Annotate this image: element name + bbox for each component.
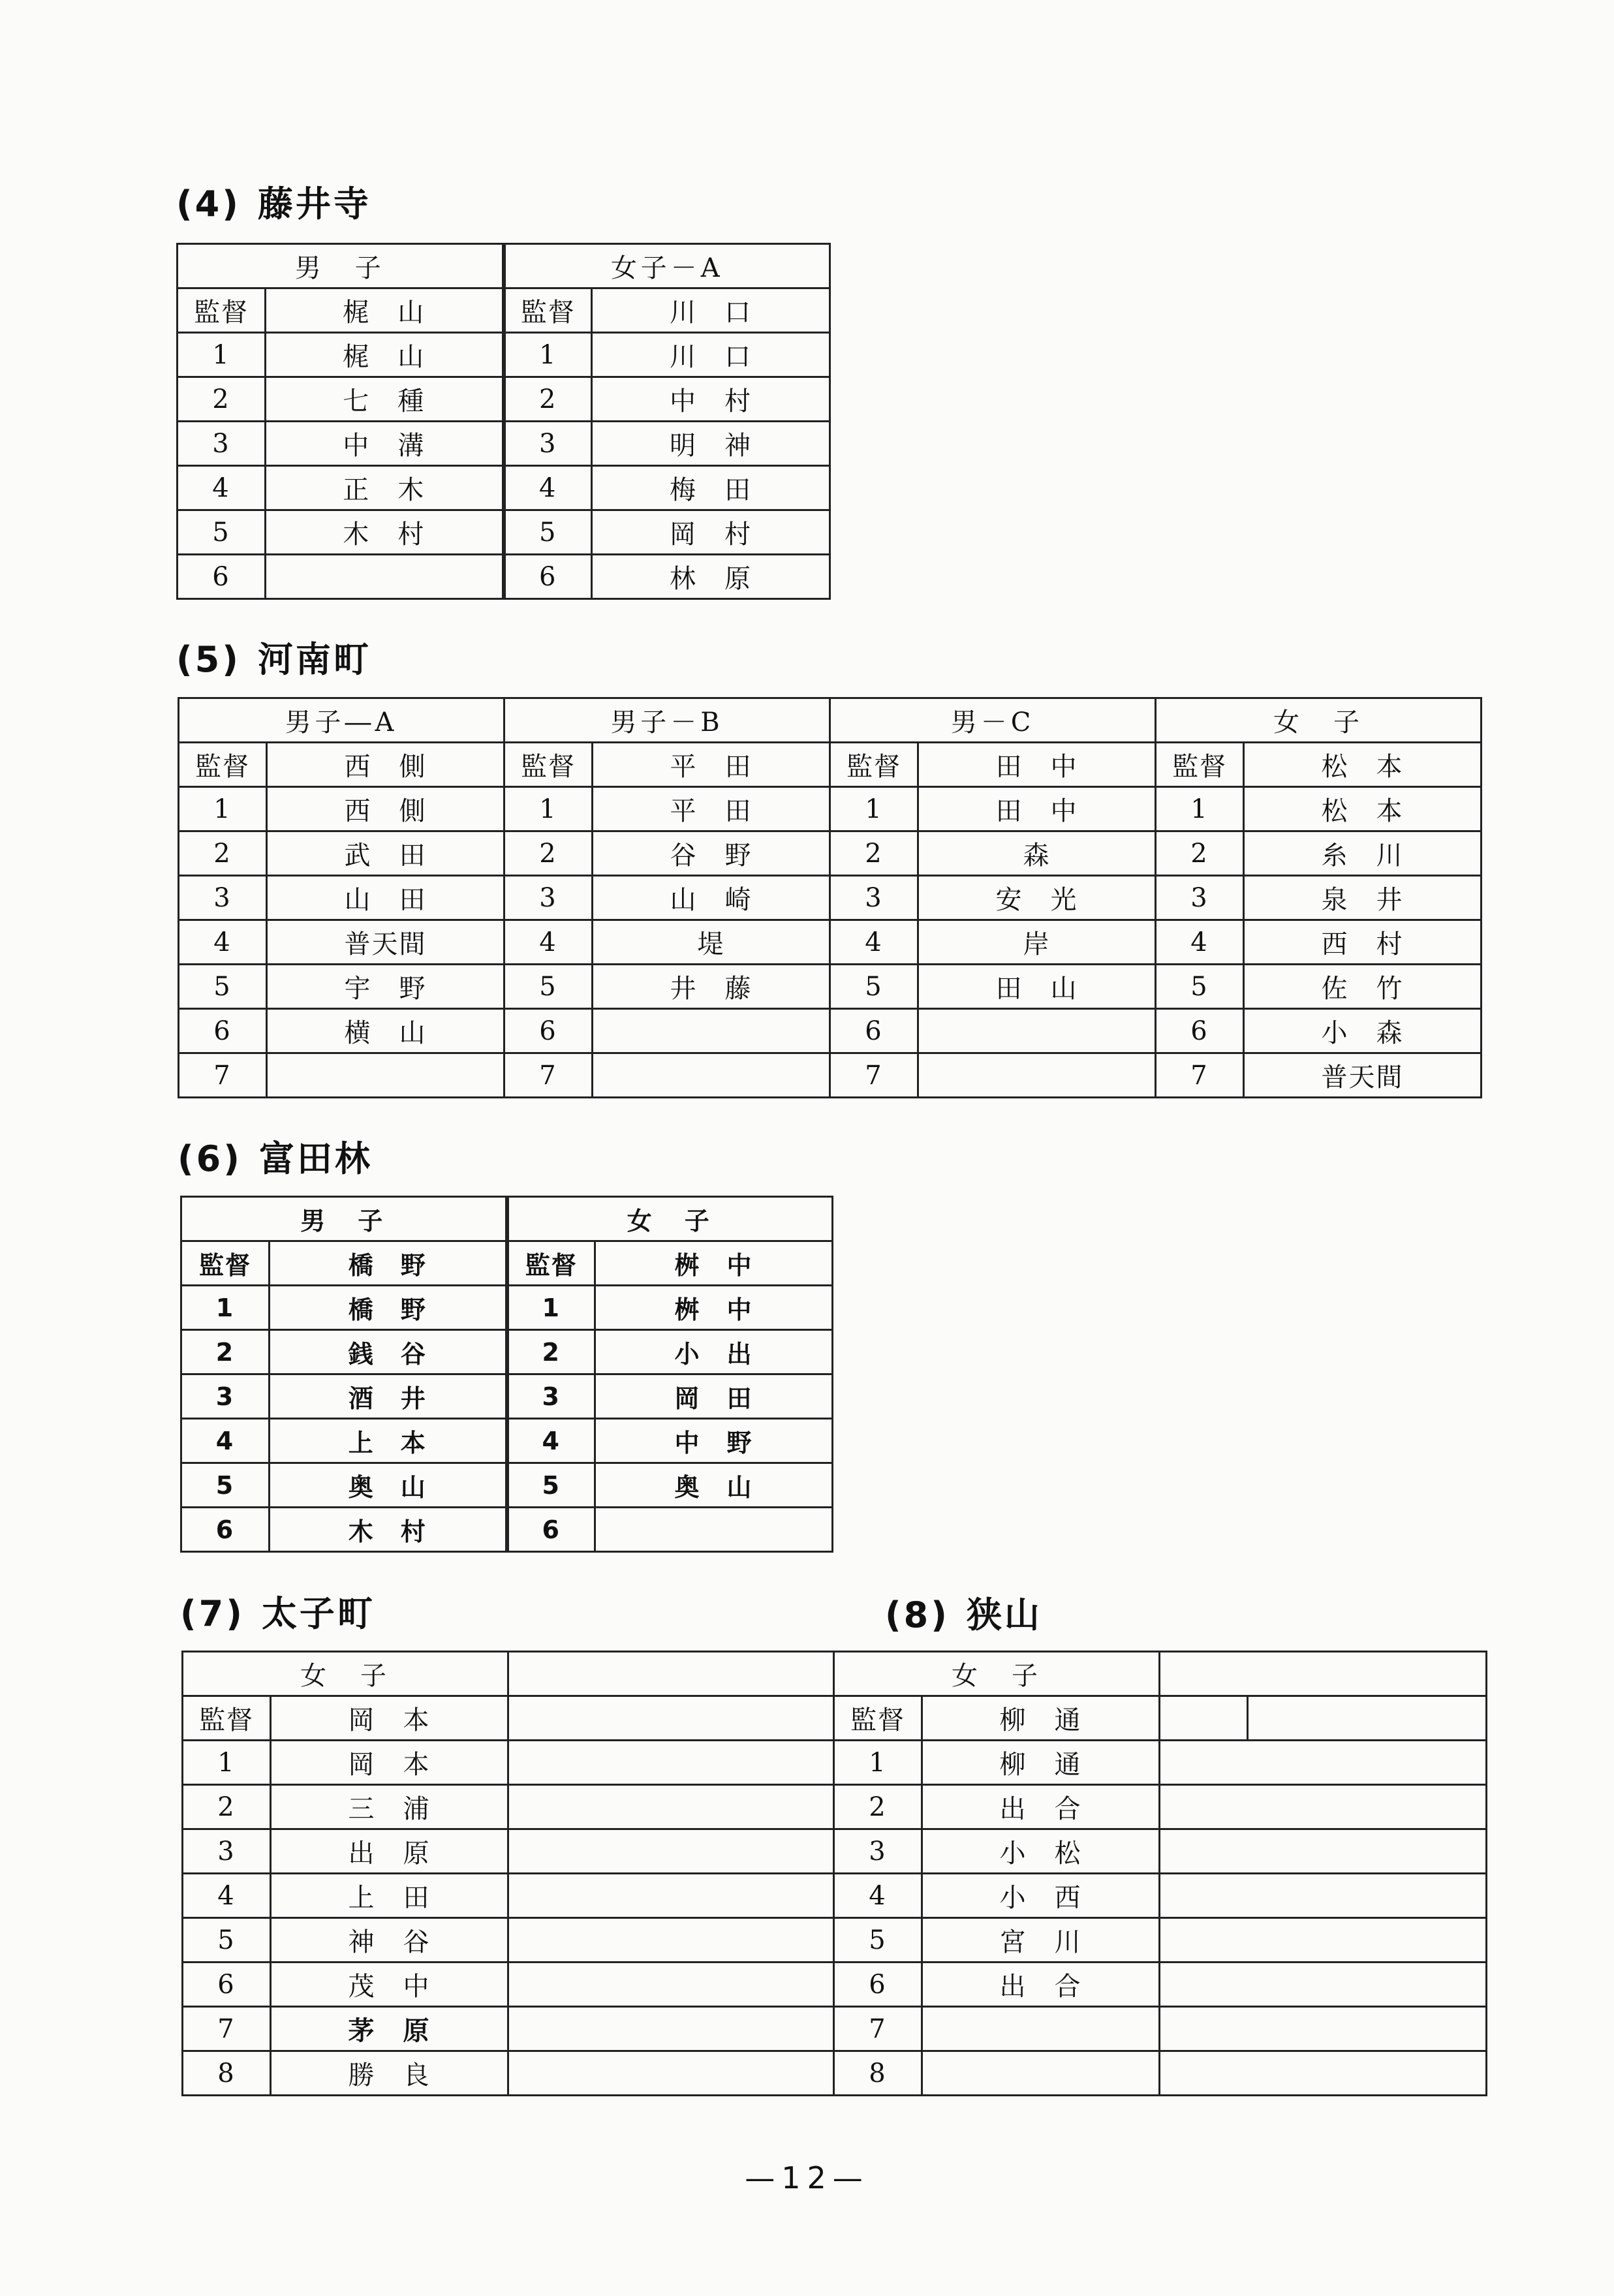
player-number: 4 xyxy=(183,1874,271,1918)
blank-cell xyxy=(508,2051,834,2096)
blank-cell xyxy=(508,1874,834,1918)
player-name: 森 xyxy=(918,831,1156,876)
player-number: 6 xyxy=(183,1962,271,2007)
table-row xyxy=(181,1374,833,1419)
blank-cell xyxy=(1160,1918,1487,1962)
player-name xyxy=(918,1053,1156,1098)
blank-cell xyxy=(508,2007,834,2051)
player-number: 4 xyxy=(181,1419,270,1463)
blank-cell xyxy=(1160,1785,1487,1829)
player-number: 1 xyxy=(179,787,267,831)
table-row xyxy=(183,1918,1487,1962)
section-title-kanan xyxy=(176,632,371,682)
player-number: 8 xyxy=(183,2051,271,2096)
player-name: 出 合 xyxy=(922,1962,1160,2007)
blank-cell xyxy=(1160,1741,1487,1785)
team-header: 男子―A xyxy=(179,698,504,743)
player-number: 6 xyxy=(504,1009,593,1053)
player-number: 3 xyxy=(183,1829,271,1874)
coach-label: 監督 xyxy=(504,743,593,787)
player-number: 3 xyxy=(504,422,592,466)
player-name xyxy=(593,1053,830,1098)
team-header: 女子－A xyxy=(504,244,830,288)
player-name: 西 側 xyxy=(267,787,504,831)
blank-cell xyxy=(508,1741,834,1785)
player-name: 橋 野 xyxy=(270,1286,507,1330)
player-name: 酒 井 xyxy=(270,1374,507,1419)
player-number: 3 xyxy=(179,876,267,920)
player-name: 銭 谷 xyxy=(270,1330,507,1374)
player-number: 1 xyxy=(504,787,593,831)
coach-label: 監督 xyxy=(181,1241,270,1286)
player-name: 中 野 xyxy=(595,1419,833,1463)
player-number: 1 xyxy=(507,1286,595,1330)
player-number: 1 xyxy=(183,1741,271,1785)
player-number: 2 xyxy=(181,1330,270,1374)
player-number: 5 xyxy=(507,1463,595,1508)
player-number: 1 xyxy=(504,333,592,377)
section-name: 太子町 xyxy=(261,1593,375,1634)
player-name xyxy=(922,2007,1160,2051)
player-name xyxy=(267,1053,504,1098)
player-name: 梅 田 xyxy=(592,466,830,510)
table-row xyxy=(178,555,830,599)
player-name: 田 山 xyxy=(918,965,1156,1009)
player-number: 7 xyxy=(834,2007,922,2051)
player-number: 2 xyxy=(507,1330,595,1374)
player-number: 1 xyxy=(830,787,918,831)
blank-cell xyxy=(1160,1962,1487,2007)
player-name: 岸 xyxy=(918,920,1156,965)
blank-team-header xyxy=(1160,1652,1487,1696)
blank-cell xyxy=(1160,1874,1487,1918)
blank-cell xyxy=(1160,1696,1248,1741)
coach-label: 監督 xyxy=(178,288,266,333)
table-row xyxy=(179,1009,1482,1053)
player-name: 小 松 xyxy=(922,1829,1160,1874)
section-number: (6) xyxy=(178,1138,242,1179)
player-name: 上 田 xyxy=(271,1874,508,1918)
page-number: —12— xyxy=(745,2160,869,2195)
coach-label: 監督 xyxy=(507,1241,595,1286)
section-title-sayama xyxy=(885,1587,1042,1637)
player-name: 泉 井 xyxy=(1244,876,1482,920)
player-number: 4 xyxy=(504,466,592,510)
table-row xyxy=(179,965,1482,1009)
player-number: 5 xyxy=(834,1918,922,1962)
player-name xyxy=(266,555,504,599)
player-number: 5 xyxy=(504,965,593,1009)
table-row xyxy=(181,1463,833,1508)
player-number: 4 xyxy=(504,920,593,965)
table-row xyxy=(183,1741,1487,1785)
coach-name: 平 田 xyxy=(593,743,830,787)
player-name xyxy=(593,1009,830,1053)
section-name: 富田林 xyxy=(258,1138,373,1179)
player-name: 武 田 xyxy=(267,831,504,876)
table-row xyxy=(178,422,830,466)
coach-name: 桝 中 xyxy=(595,1241,833,1286)
player-name: 岡 本 xyxy=(271,1741,508,1785)
section-name: 藤井寺 xyxy=(257,183,371,225)
player-number: 2 xyxy=(179,831,267,876)
table-row xyxy=(179,831,1482,876)
player-name: 山 崎 xyxy=(593,876,830,920)
blank-cell xyxy=(508,1962,834,2007)
player-name xyxy=(595,1508,833,1552)
table-row xyxy=(179,920,1482,965)
player-number: 3 xyxy=(181,1374,270,1419)
team-header: 女 子 xyxy=(834,1652,1160,1696)
player-name: 宇 野 xyxy=(267,965,504,1009)
player-number: 6 xyxy=(178,555,266,599)
team-header: 男 子 xyxy=(178,244,504,288)
player-name: 中 村 xyxy=(592,377,830,422)
coach-label: 監督 xyxy=(1156,743,1244,787)
section-name: 河南町 xyxy=(257,639,371,680)
player-number: 3 xyxy=(178,422,266,466)
player-number: 4 xyxy=(830,920,918,965)
player-number: 1 xyxy=(178,333,266,377)
player-number: 4 xyxy=(507,1419,595,1463)
table-row xyxy=(181,1419,833,1463)
player-name: 普天間 xyxy=(1244,1053,1482,1098)
player-name xyxy=(918,1009,1156,1053)
player-name: 谷 野 xyxy=(593,831,830,876)
coach-label: 監督 xyxy=(183,1696,271,1741)
coach-name: 柳 通 xyxy=(922,1696,1160,1741)
player-number: 2 xyxy=(504,831,593,876)
roster-table-fujiidera xyxy=(176,243,831,600)
player-number: 4 xyxy=(179,920,267,965)
player-number: 3 xyxy=(1156,876,1244,920)
player-number: 6 xyxy=(507,1508,595,1552)
team-header: 女 子 xyxy=(1156,698,1482,743)
player-number: 2 xyxy=(183,1785,271,1829)
table-row xyxy=(179,787,1482,831)
player-name: 佐 竹 xyxy=(1244,965,1482,1009)
player-number: 6 xyxy=(179,1009,267,1053)
player-number: 5 xyxy=(178,510,266,555)
player-number: 6 xyxy=(504,555,592,599)
player-name: 三 浦 xyxy=(271,1785,508,1829)
player-name: 上 本 xyxy=(270,1419,507,1463)
coach-name: 西 側 xyxy=(267,743,504,787)
player-number: 3 xyxy=(504,876,593,920)
team-header: 男 子 xyxy=(181,1197,507,1241)
coach-label: 監督 xyxy=(504,288,592,333)
player-number: 5 xyxy=(504,510,592,555)
blank-cell xyxy=(1160,2051,1487,2096)
player-number: 3 xyxy=(830,876,918,920)
blank-team-header xyxy=(508,1652,834,1696)
player-name: 茅 原 xyxy=(271,2007,508,2051)
player-number: 4 xyxy=(1156,920,1244,965)
player-number: 6 xyxy=(830,1009,918,1053)
section-number: (8) xyxy=(885,1594,950,1636)
player-name: 横 山 xyxy=(267,1009,504,1053)
player-number: 3 xyxy=(507,1374,595,1419)
player-name: 宮 川 xyxy=(922,1918,1160,1962)
table-row xyxy=(181,1286,833,1330)
player-name: 山 田 xyxy=(267,876,504,920)
blank-cell xyxy=(508,1696,834,1741)
player-number: 7 xyxy=(504,1053,593,1098)
player-number: 5 xyxy=(830,965,918,1009)
player-name: 小 森 xyxy=(1244,1009,1482,1053)
player-name: 岡 田 xyxy=(595,1374,833,1419)
player-name: 林 原 xyxy=(592,555,830,599)
player-name: 井 藤 xyxy=(593,965,830,1009)
roster-table-taishi-sayama xyxy=(181,1651,1487,2096)
roster-table-kanan xyxy=(178,697,1482,1098)
player-name: 平 田 xyxy=(593,787,830,831)
blank-cell xyxy=(1160,1829,1487,1874)
table-row xyxy=(183,1829,1487,1874)
coach-name: 田 中 xyxy=(918,743,1156,787)
section-title-fujiidera xyxy=(176,176,371,226)
table-row xyxy=(178,510,830,555)
player-name: 梶 山 xyxy=(266,333,504,377)
player-number: 4 xyxy=(178,466,266,510)
player-number: 5 xyxy=(1156,965,1244,1009)
table-row xyxy=(183,1874,1487,1918)
player-number: 5 xyxy=(179,965,267,1009)
section-number: (7) xyxy=(180,1593,245,1634)
player-name: 堤 xyxy=(593,920,830,965)
player-name: 西 村 xyxy=(1244,920,1482,965)
player-number: 1 xyxy=(1156,787,1244,831)
player-number: 7 xyxy=(830,1053,918,1098)
player-name: 明 神 xyxy=(592,422,830,466)
player-number: 2 xyxy=(834,1785,922,1829)
blank-cell xyxy=(508,1918,834,1962)
coach-label: 監督 xyxy=(834,1696,922,1741)
player-name xyxy=(922,2051,1160,2096)
player-name: 奥 山 xyxy=(270,1463,507,1508)
blank-cell xyxy=(1248,1696,1487,1741)
player-name: 勝 良 xyxy=(271,2051,508,2096)
player-number: 5 xyxy=(181,1463,270,1508)
section-name: 狭山 xyxy=(966,1594,1042,1636)
player-name: 七 種 xyxy=(266,377,504,422)
section-title-tondabayashi xyxy=(178,1131,373,1181)
table-row xyxy=(179,1053,1482,1098)
table-row xyxy=(178,466,830,510)
player-name: 小 出 xyxy=(595,1330,833,1374)
roster-table-tondabayashi xyxy=(180,1196,833,1553)
table-row xyxy=(183,1785,1487,1829)
player-name: 川 口 xyxy=(592,333,830,377)
player-name: 中 溝 xyxy=(266,422,504,466)
table-row xyxy=(181,1330,833,1374)
coach-name: 松 本 xyxy=(1244,743,1482,787)
player-name: 桝 中 xyxy=(595,1286,833,1330)
table-row xyxy=(178,333,830,377)
player-number: 1 xyxy=(834,1741,922,1785)
table-row xyxy=(181,1508,833,1552)
player-number: 7 xyxy=(1156,1053,1244,1098)
player-number: 7 xyxy=(183,2007,271,2051)
blank-cell xyxy=(508,1785,834,1829)
player-name: 出 原 xyxy=(271,1829,508,1874)
section-title-taishi xyxy=(180,1586,375,1636)
coach-label: 監督 xyxy=(179,743,267,787)
player-name: 柳 通 xyxy=(922,1741,1160,1785)
player-number: 2 xyxy=(504,377,592,422)
blank-cell xyxy=(508,1829,834,1874)
team-header: 男子－B xyxy=(504,698,830,743)
player-name: 神 谷 xyxy=(271,1918,508,1962)
player-name: 田 中 xyxy=(918,787,1156,831)
table-row xyxy=(178,377,830,422)
player-number: 5 xyxy=(183,1918,271,1962)
player-number: 2 xyxy=(1156,831,1244,876)
player-name: 小 西 xyxy=(922,1874,1160,1918)
player-name: 岡 村 xyxy=(592,510,830,555)
player-name: 出 合 xyxy=(922,1785,1160,1829)
table-row xyxy=(183,1962,1487,2007)
player-number: 3 xyxy=(834,1829,922,1874)
player-number: 7 xyxy=(179,1053,267,1098)
player-name: 普天間 xyxy=(267,920,504,965)
player-number: 8 xyxy=(834,2051,922,2096)
coach-name: 川 口 xyxy=(592,288,830,333)
table-row xyxy=(179,876,1482,920)
player-number: 4 xyxy=(834,1874,922,1918)
player-name: 糸 川 xyxy=(1244,831,1482,876)
player-number: 2 xyxy=(178,377,266,422)
player-name: 松 本 xyxy=(1244,787,1482,831)
team-header: 女 子 xyxy=(183,1652,508,1696)
coach-name: 橋 野 xyxy=(270,1241,507,1286)
player-name: 木 村 xyxy=(270,1508,507,1552)
player-name: 正 木 xyxy=(266,466,504,510)
player-number: 6 xyxy=(1156,1009,1244,1053)
player-number: 1 xyxy=(181,1286,270,1330)
coach-label: 監督 xyxy=(830,743,918,787)
player-number: 6 xyxy=(834,1962,922,2007)
player-name: 奥 山 xyxy=(595,1463,833,1508)
section-number: (4) xyxy=(176,183,241,225)
player-name: 安 光 xyxy=(918,876,1156,920)
table-row xyxy=(183,2051,1487,2096)
player-name: 木 村 xyxy=(266,510,504,555)
player-name: 茂 中 xyxy=(271,1962,508,2007)
coach-name: 梶 山 xyxy=(266,288,504,333)
team-header: 女 子 xyxy=(507,1197,833,1241)
player-number: 2 xyxy=(830,831,918,876)
section-number: (5) xyxy=(176,639,241,680)
team-header: 男－C xyxy=(830,698,1156,743)
blank-cell xyxy=(1160,2007,1487,2051)
coach-name: 岡 本 xyxy=(271,1696,508,1741)
player-number: 6 xyxy=(181,1508,270,1552)
table-row xyxy=(183,2007,1487,2051)
